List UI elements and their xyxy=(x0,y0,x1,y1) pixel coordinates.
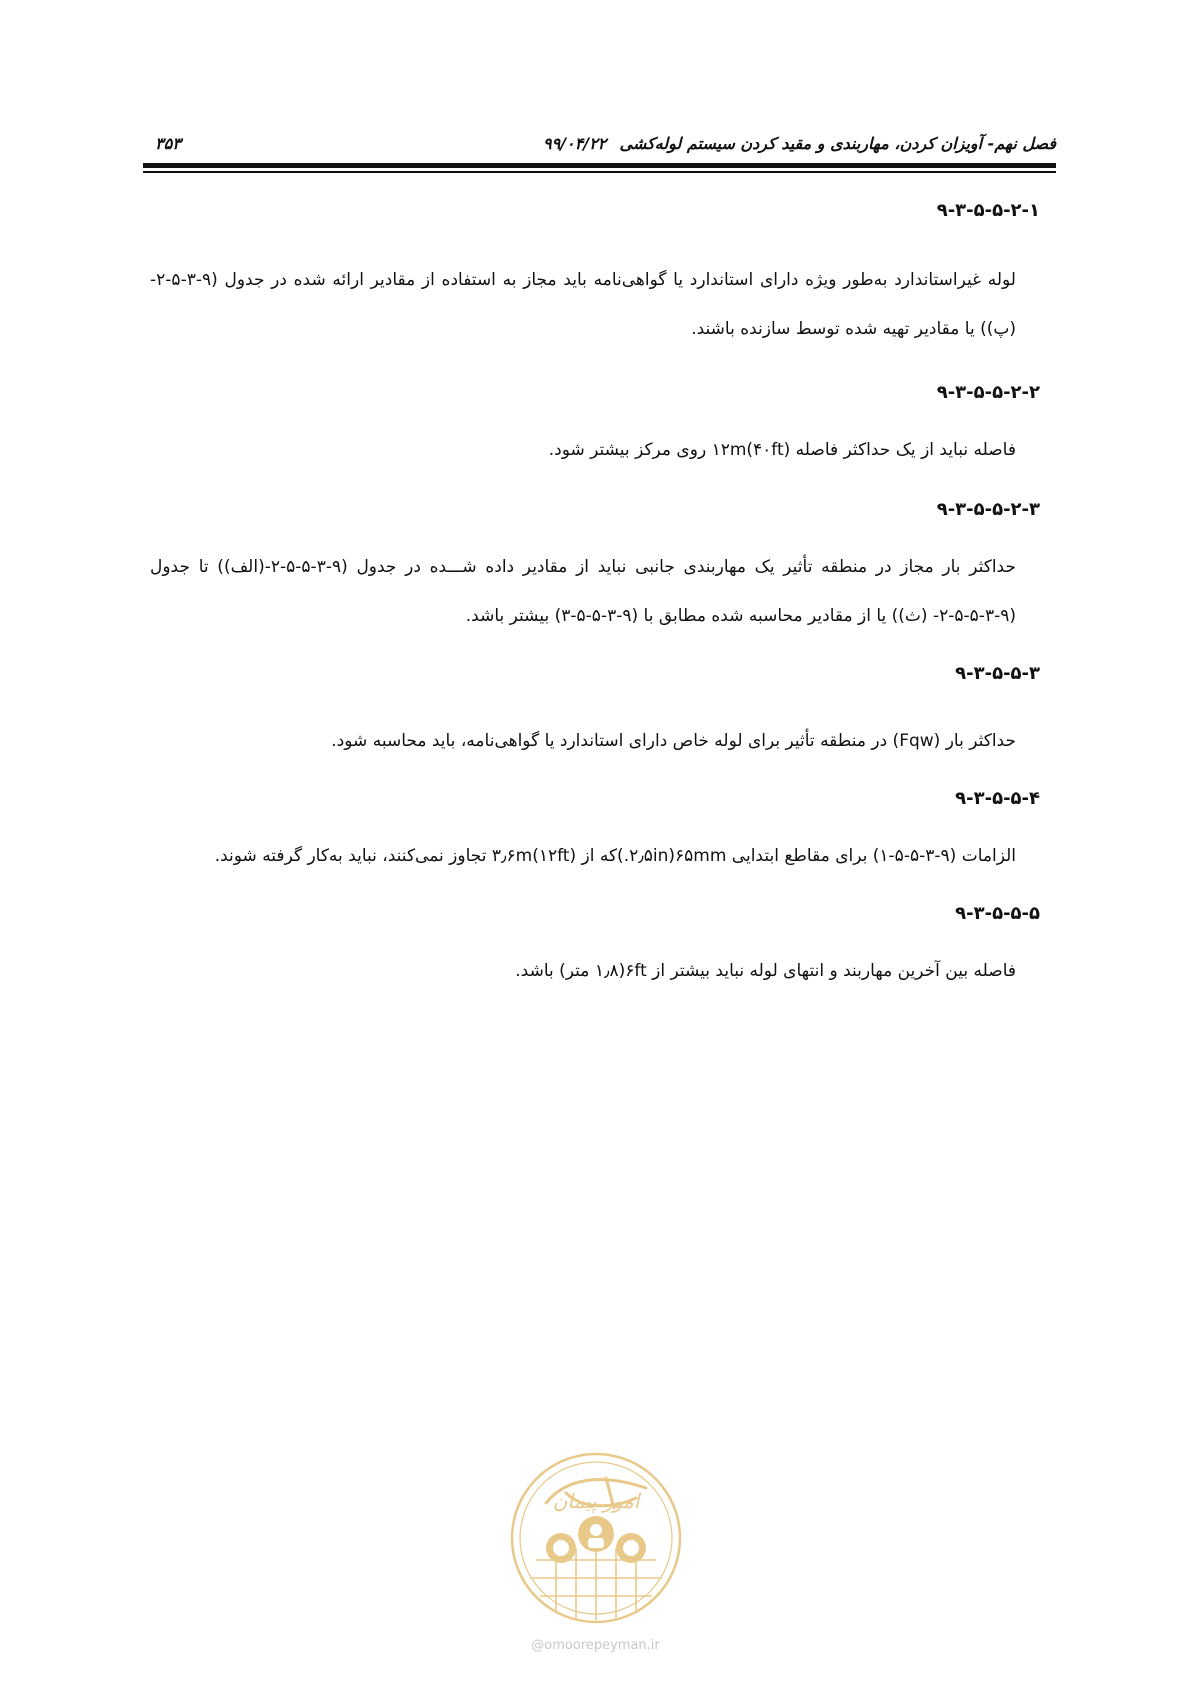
document-body xyxy=(150,200,1040,996)
section-paragraph: حداکثر بار مجاز در منطقه تأثیر یک مهاربندی جانبی نباید از مقادیر داده شـــده در جدول (۹-۳-۵-۵-۲-(الف)) تا جدول (۹-۳-۵-۵-۲- (ث)) یا از مقادیر محاسبه شده مطابق با (۹-۳-۵-۵-۳) بیشتر باشد. xyxy=(150,557,1016,626)
header-rule-thin xyxy=(143,171,1056,173)
section-number: ۹-۳-۵-۵-۳ xyxy=(955,663,1040,684)
page-header xyxy=(143,130,1056,160)
section-number: ۹-۳-۵-۵-۲-۳ xyxy=(936,499,1040,520)
section-number: ۹-۳-۵-۵-۲-۲ xyxy=(936,382,1040,403)
stamp-text: امور پیمان xyxy=(552,1489,640,1513)
section-number: ۹-۳-۵-۵-۴ xyxy=(955,788,1040,809)
section-paragraph: لوله غیراستاندارد به‌طور ویژه دارای استاندارد یا گواهی‌نامه باید مجاز به استفاده از مقادیر ارائه شده در جدول (۹-۳-۵-۲-(پ)) یا مقادیر تهیه شده توسط سازنده باشند. xyxy=(150,270,1016,339)
section-number: ۹-۳-۵-۵-۲-۱ xyxy=(936,200,1040,221)
header-date: ۹۹/۰۴/۲۲ xyxy=(543,134,607,153)
section-paragraph: الزامات (۹-۳-۵-۵-۱) برای مقاطع ابتدایی ۶۵mm(۲٫۵in.)که از ۳٫۶m(۱۲ft) تجاوز نمی‌کنند، نباید به‌کار گرفته شوند. xyxy=(214,846,1016,866)
section-number: ۹-۳-۵-۵-۵ xyxy=(955,903,1040,924)
header-rule-thick xyxy=(143,163,1056,168)
stamp-logo xyxy=(506,1448,686,1628)
section-paragraph: حداکثر بار (Fqw) در منطقه تأثیر برای لوله خاص دارای استاندارد یا گواهی‌نامه، باید محاسبه شود. xyxy=(331,731,1016,751)
section-paragraph: فاصله نباید از یک حداکثر فاصله ۱۲m(۴۰ft) روی مرکز بیشتر شود. xyxy=(548,440,1016,460)
site-watermark: @omoorepeyman.ir xyxy=(531,1638,660,1653)
chapter-title: فصل نهم- آویزان کردن، مهاربندی و مقید کردن سیستم لوله‌کشی xyxy=(619,134,1056,153)
page-number: ۳۵۳ xyxy=(155,134,181,153)
section-paragraph: فاصله بین آخرین مهاربند و انتهای لوله نباید بیشتر از ۶ft(۱٫۸ متر) باشد. xyxy=(515,961,1016,981)
